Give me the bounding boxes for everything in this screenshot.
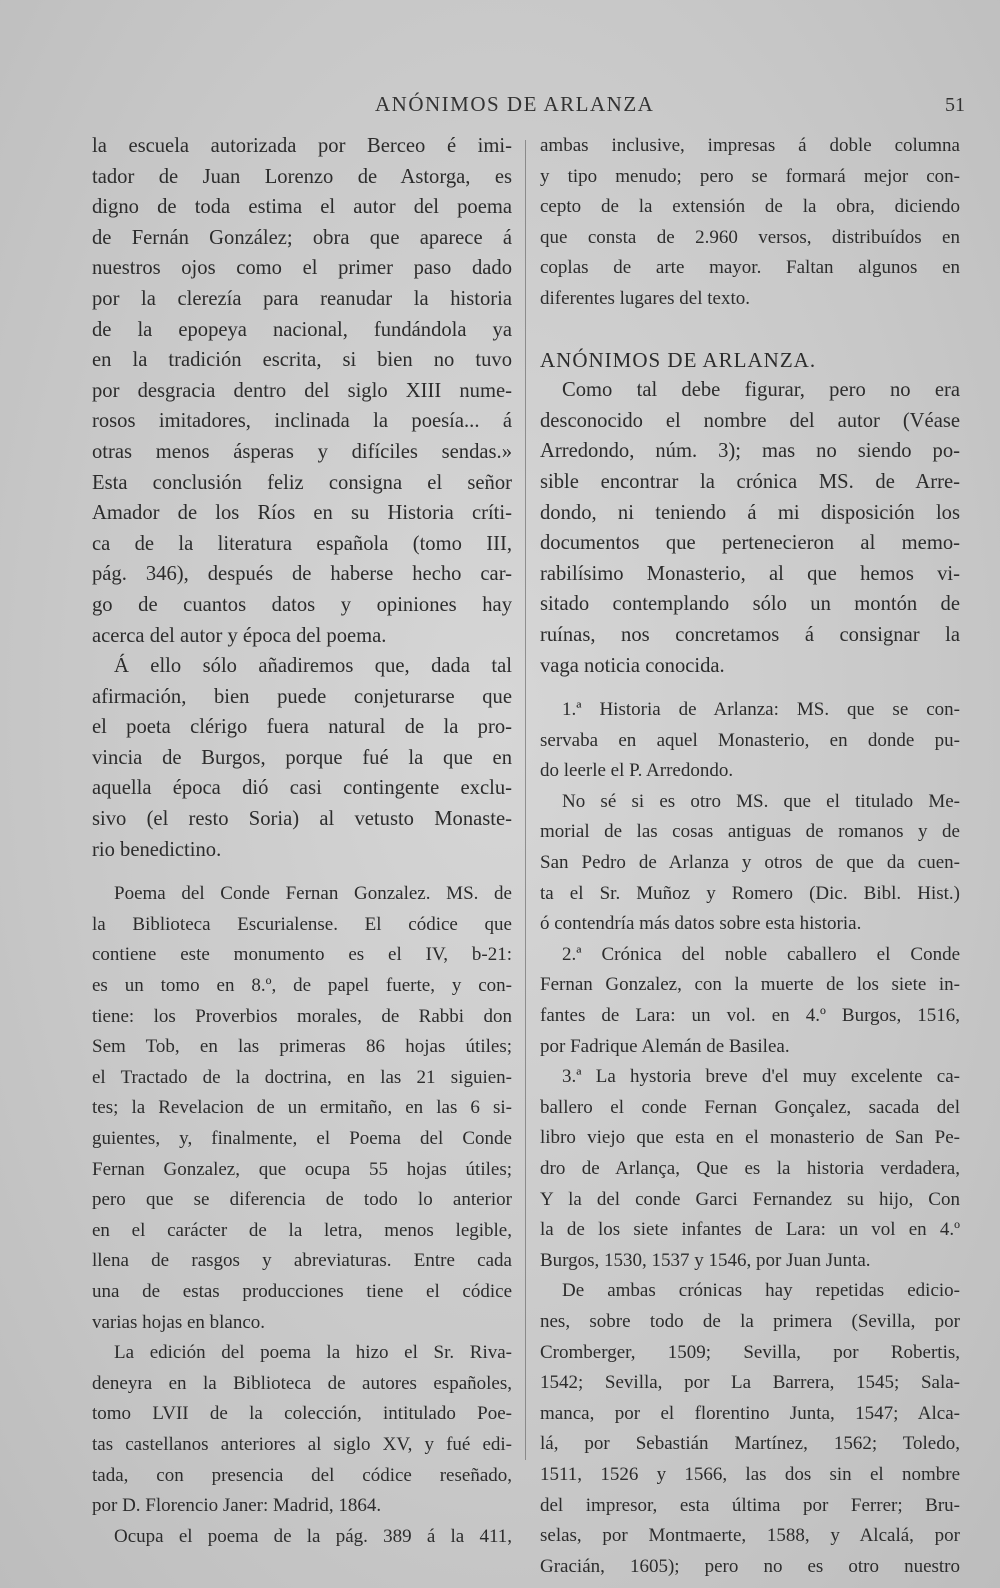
section-gap (92, 865, 512, 879)
text-line: Y la del conde Garci Fernandez su hijo, Con (540, 1188, 960, 1210)
entry-title-line: 1.ª Historia de Arlanza: MS. que se con- (562, 699, 960, 721)
entry-title-line: 3.ª La hystoria breve d'el muy excelente ca- (562, 1066, 960, 1088)
page-number: 51 (945, 94, 965, 116)
text-line: guientes, y, finalmente, el Poema del Conde (92, 1128, 512, 1149)
text-line: sible encontrar la crónica MS. de Arre- (540, 470, 960, 493)
text-line: rosos imitadores, inclinada la poesía... á (92, 410, 512, 433)
text-line: pero que se diferencia de todo lo anterior (92, 1189, 512, 1211)
section-gap (540, 681, 960, 695)
text-line: es un tomo en 8.º, de papel fuerte, y con- (92, 975, 512, 997)
text-line: Esta conclusión feliz consigna el señor (92, 471, 512, 494)
paragraph-start-line: Á ello sólo añadiremos que, dada tal (114, 655, 512, 678)
text-line: la escuela autorizada por Berceo é imi- (92, 135, 512, 157)
text-line: Fernan Gonzalez, que ocupa 55 hojas útiles; (92, 1158, 512, 1180)
text-line: de Fernán González; obra que aparece á (92, 226, 512, 249)
paragraph-start-line: Como tal debe figurar, pero no era (562, 379, 960, 402)
text-line: Arredondo, núm. 3); mas no siendo po- (540, 440, 960, 463)
text-line: por Fadrique Alemán de Basilea. (540, 1035, 790, 1057)
text-line: tador de Juan Lorenzo de Astorga, es (92, 165, 512, 188)
text-line: morial de las cosas antiguas de romanos y de (540, 821, 960, 843)
text-line: afirmación, bien puede conjeturarse que (92, 685, 512, 708)
text-line: San Pedro de Arlanza y otros de que da cuen- (540, 852, 960, 874)
text-line: nuestros ojos como el primer paso dado (92, 257, 512, 280)
text-line: servaba en aquel Monasterio, en donde pu- (540, 729, 960, 751)
paragraph-start-line: Ocupa el poema de la pág. 389 á la 411, (114, 1525, 512, 1547)
entry-title-line: 2.ª Crónica del noble caballero el Conde (562, 943, 960, 965)
text-line: en la tradición escrita, si bien no tuvo (92, 349, 512, 372)
text-line: vincia de Burgos, porque fué la que en (92, 746, 512, 769)
entry-title-line: Poema del Conde Fernan Gonzalez. MS. de (114, 883, 512, 905)
paragraph-start-line: De ambas crónicas hay repetidas edicio- (562, 1280, 960, 1302)
text-line: ballero el conde Fernan Gonçalez, sacada del (540, 1096, 960, 1118)
text-line: tada, con presencia del códice reseñado, (92, 1464, 512, 1486)
text-line: el poeta clérigo fuera natural de la pro- (92, 716, 512, 739)
text-line: manca, por el florentino Junta, 1547; Alca- (540, 1402, 960, 1424)
text-line: varias hojas en blanco. (92, 1311, 266, 1333)
text-line: diferentes lugares del texto. (540, 287, 750, 309)
text-line: ruínas, nos concretamos á consignar la (540, 623, 960, 646)
text-line: 1542; Sevilla, por La Barrera, 1545; Sala- (540, 1372, 960, 1394)
paragraph-start-line: La edición del poema la hizo el Sr. Riva- (114, 1342, 512, 1364)
text-line: sitado contemplando sólo un montón de (540, 593, 960, 616)
column-divider (525, 140, 526, 1460)
text-line: Burgos, 1530, 1537 y 1546, por Juan Junta. (540, 1249, 871, 1271)
text-line: ta el Sr. Muñoz y Romero (Dic. Bibl. Hist.) (540, 882, 960, 904)
text-line: vaga noticia conocida. (540, 654, 725, 677)
text-line: la Biblioteca Escurialense. El códice que (92, 913, 512, 935)
text-line: Cromberger, 1509; Sevilla, por Robertis, (540, 1341, 960, 1363)
text-line: tes; la Revelacion de un ermitaño, en las 6 si- (92, 1097, 512, 1119)
text-line: documentos que pertenecieron al memo- (540, 532, 960, 555)
text-line: tiene: los Proverbios morales, de Rabbi don (92, 1005, 512, 1027)
text-line: sivo (el resto Soria) al vetusto Monaste- (92, 808, 512, 831)
text-line: Fernan Gonzalez, con la muerte de los siete in- (540, 974, 960, 996)
text-line: del impresor, esta última por Ferrer; Bru- (540, 1494, 960, 1516)
text-line: Sem Tob, en las primeras 86 hojas útiles; (92, 1036, 512, 1058)
text-line: deneyra en la Biblioteca de autores españoles, (92, 1372, 512, 1394)
text-line: y tipo menudo; pero se formará mejor con- (540, 165, 960, 187)
text-line: Amador de los Ríos en su Historia críti- (92, 502, 512, 525)
text-line: contiene este monumento es el IV, b-21: (92, 944, 512, 966)
text-line: acerca del autor y época del poema. (92, 624, 387, 647)
page-header (0, 92, 1000, 122)
section-heading: ANÓNIMOS DE ARLANZA. (540, 347, 817, 372)
text-line: go de cuantos datos y opiniones hay (92, 593, 512, 616)
text-line: una de estas producciones tiene el códice (92, 1280, 512, 1302)
text-line: do leerle el P. Arredondo. (540, 760, 734, 782)
text-line: ambas inclusive, impresas á doble columna (540, 135, 960, 156)
paragraph-start-line: No sé si es otro MS. que el titulado Me- (562, 790, 960, 812)
text-line: rabilísimo Monasterio, al que hemos vi- (540, 562, 960, 585)
text-line: de la epopeya nacional, fundándola ya (92, 318, 512, 341)
text-line: por la clerezía para reanudar la historia (92, 287, 512, 310)
text-line: cepto de la extensión de la obra, diciendo (540, 196, 960, 218)
text-line: desconocido el nombre del autor (Véase (540, 409, 960, 432)
left-column (92, 131, 512, 1552)
text-line: ó contendría más datos sobre esta historia. (540, 913, 862, 935)
text-line: la de los siete infantes de Lara: un vol en 4.º (540, 1219, 960, 1241)
text-line: Gracián, 1605); pero no es otro nuestro (540, 1555, 960, 1577)
text-line: otras menos ásperas y difíciles sendas.» (92, 440, 512, 463)
text-line: el Tractado de la doctrina, en las 21 siguien- (92, 1066, 512, 1088)
text-line: selas, por Montmaerte, 1588, y Alcalá, por (540, 1525, 960, 1547)
text-line: tomo LVII de la colección, intitulado Poe- (92, 1403, 512, 1425)
text-line: dro de Arlança, Que es la historia verdadera, (540, 1158, 960, 1179)
text-line: lá, por Sebastián Martínez, 1562; Toledo, (540, 1433, 960, 1455)
text-line: fantes de Lara: un vol. en 4.º Burgos, 1516, (540, 1005, 960, 1027)
running-title: ANÓNIMOS DE ARLANZA (375, 92, 655, 116)
text-line: rio benedictino. (92, 838, 222, 861)
text-line: por desgracia dentro del siglo XIII nume- (92, 379, 512, 402)
text-line: dondo, ni teniendo á mi disposición los (540, 501, 960, 524)
text-line: nes, sobre todo de la primera (Sevilla, por (540, 1310, 960, 1332)
text-line: por D. Florencio Janer: Madrid, 1864. (92, 1495, 382, 1517)
text-line: tas castellanos anteriores al siglo XV, y fué edi- (92, 1433, 512, 1455)
text-line: coplas de arte mayor. Faltan algunos en (540, 257, 960, 279)
section-gap (540, 315, 960, 345)
text-line: ca de la literatura española (tomo III, (92, 532, 512, 555)
text-line: en el carácter de la letra, menos legible, (92, 1219, 512, 1241)
text-line: libro viejo que esta en el monasterio de San Pe- (540, 1127, 960, 1149)
text-line: que consta de 2.960 versos, distribuídos en (540, 226, 960, 248)
text-line: digno de toda estima el autor del poema (92, 196, 512, 219)
text-line: aquella época dió casi contingente exclu- (92, 777, 512, 800)
text-line: 1511, 1526 y 1566, las dos sin el nombre (540, 1463, 960, 1485)
text-line: llena de rasgos y abreviaturas. Entre cada (92, 1250, 512, 1272)
text-line: pág. 346), después de haberse hecho car- (92, 563, 512, 586)
right-column (540, 131, 960, 1582)
